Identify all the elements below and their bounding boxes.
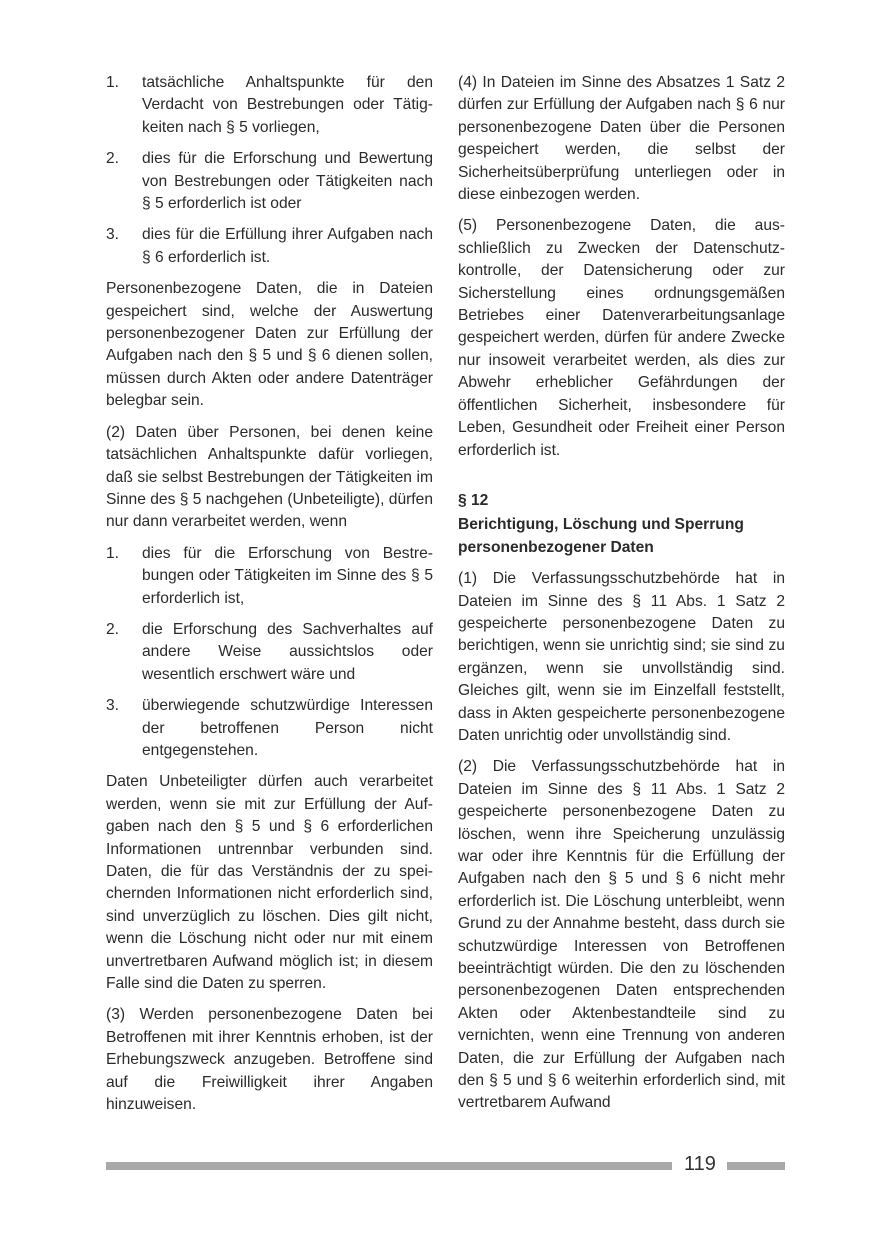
right-column (458, 72, 785, 1124)
list-number: 1. (106, 74, 120, 91)
body-paragraph: Personenbezogene Daten, die in Dateien gespeichert sind, welche der Auswertung personenbezogener Daten zur Erfüllung der Aufgaben nach den § 5 und § 6 dienen sollen, müssen durch Akten oder andere Datenträger belegbar sein. (106, 280, 433, 410)
footer-rule-right (727, 1162, 785, 1170)
list-text: dies für die Erfüllung ihrer Aufgaben nach § 6 erforderlich ist. (142, 226, 433, 266)
list-item (106, 619, 433, 686)
list-text: die Erforschung des Sachverhaltes auf andere Weise aussichtslos oder wesentlich erschwert wäre und (142, 620, 433, 683)
list-number: 2. (106, 150, 120, 168)
list-item (106, 224, 433, 269)
page-number: 119 (684, 1153, 716, 1175)
body-paragraph: Daten Unbeteiligter dürfen auch verarbeitet werden, wenn sie mit zur Erfüllung der Aufgaben nach den § 5 und § 6 erforderlichen Informationen untrennbar verbunden sind. Daten, die für das Verständnis der zu speichernden Informationen nicht erforderlich sind, sind unverzüglich zu löschen. Dies gilt nicht, wenn die Löschung nicht oder nur mit einem unvertretbaren Aufwand möglich ist; in diesem Falle sind die Daten zu sperren. (106, 773, 433, 993)
footer-rule-left (106, 1162, 672, 1170)
section-title: Berichtigung, Löschung und Sperrung personenbezogener Daten (458, 516, 744, 556)
body-paragraph: (1) Die Verfassungsschutzbehörde hat in Dateien im Sinne des § 11 Abs. 1 Satz 2 gespeicherte personenbezogene Daten zu berichtigen, wenn sie unrichtig sind; sie sind zu ergänzen, wenn sie unvollständig sind. Gleiches gilt, wenn sie im Einzelfall feststellt, dass in Akten gespeicherte personenbezogene Daten unrichtig oder unvollständig sind. (458, 570, 785, 744)
list-item (106, 148, 433, 215)
section-number: § 12 (458, 491, 489, 509)
body-paragraph: (5) Personenbezogene Daten, die ausschließlich zu Zwecken der Datenschutzkontrolle, der Datensicherung oder zur Sicherstellung eines ordnungsgemäßen Betriebes einer Datenverarbeitungsanlage gespeichert werden, dürfen für andere Zwecke nur insoweit verarbeitet werden, als dies zur Abwehr erheblicher Gefährdungen der öffentlichen Sicherheit, insbesondere für Leben, Gesundheit oder Freiheit einer Person erforderlich ist. (458, 217, 785, 459)
body-paragraph: (4) In Dateien im Sinne des Absatzes 1 Satz 2 dürfen zur Erfüllung der Aufgaben nach § 6 nur personenbezogene Daten über die Personen gespeichert werden, die selbst der Sicherheitsüberprüfung unterliegen oder in diese einbezogen werden. (458, 74, 785, 204)
list-number: 1. (106, 544, 120, 562)
list-item (106, 72, 433, 139)
list-text: dies für die Erforschung und Bewertung von Bestrebungen oder Tätigkeiten nach § 5 erforderlich ist oder (142, 150, 433, 213)
list-number: 3. (106, 697, 120, 715)
left-column (106, 72, 433, 1125)
list-item (106, 695, 433, 762)
section-heading (458, 490, 785, 559)
list-number: 3. (106, 226, 120, 244)
list-text: dies für die Erforschung von Bestrebungen oder Tätigkeiten im Sinne des § 5 erforderlich ist, (142, 544, 433, 607)
list-number: 2. (106, 620, 120, 638)
body-paragraph: (2) Daten über Personen, bei denen keine tatsächlichen Anhaltspunkte dafür vorliegen, daß sie selbst Bestrebungen der Tätigkeiten im Sinne des § 5 nachgehen (Unbeteiligte), dürfen nur dann verarbeitet werden, wenn (106, 423, 433, 531)
body-paragraph: (3) Werden personenbezogene Daten bei Betroffenen mit ihrer Kenntnis erhoben, ist der Erhebungszweck anzugeben. Betroffene sind auf die Freiwilligkeit ihrer Angaben hinzuweisen. (106, 1006, 433, 1114)
list-text: überwiegende schutzwürdige Interessen der betroffenen Person nicht entgegenstehen. (142, 697, 433, 759)
list-item (106, 543, 433, 610)
list-text: tatsächliche Anhaltspunkte für den Verdacht von Bestrebungen oder Tätigkeiten nach § 5 vorliegen, (142, 74, 433, 136)
body-paragraph: (2) Die Verfassungsschutzbehörde hat in Dateien im Sinne des § 11 Abs. 1 Satz 2 gespeicherte personenbezogene Daten zu löschen, wenn ihre Speicherung unzulässig war oder ihre Kenntnis für die Erfüllung der Aufgaben nach den § 5 und § 6 nicht mehr erforderlich ist. Die Löschung unterbleibt, wenn Grund zu der Annahme besteht, dass durch sie schutzwürdige Interessen von Betroffenen beeinträchtigt würden. Die den zu löschenden personenbezogenen Daten entsprechenden Akten oder Aktenbestandteile sind zu vernichten, wenn eine Trennung von anderen Daten, die zur Erfüllung der Aufgaben nach den § 5 und § 6 weiterhin erforderlich sind, mit vertretbarem Aufwand (458, 758, 785, 1112)
